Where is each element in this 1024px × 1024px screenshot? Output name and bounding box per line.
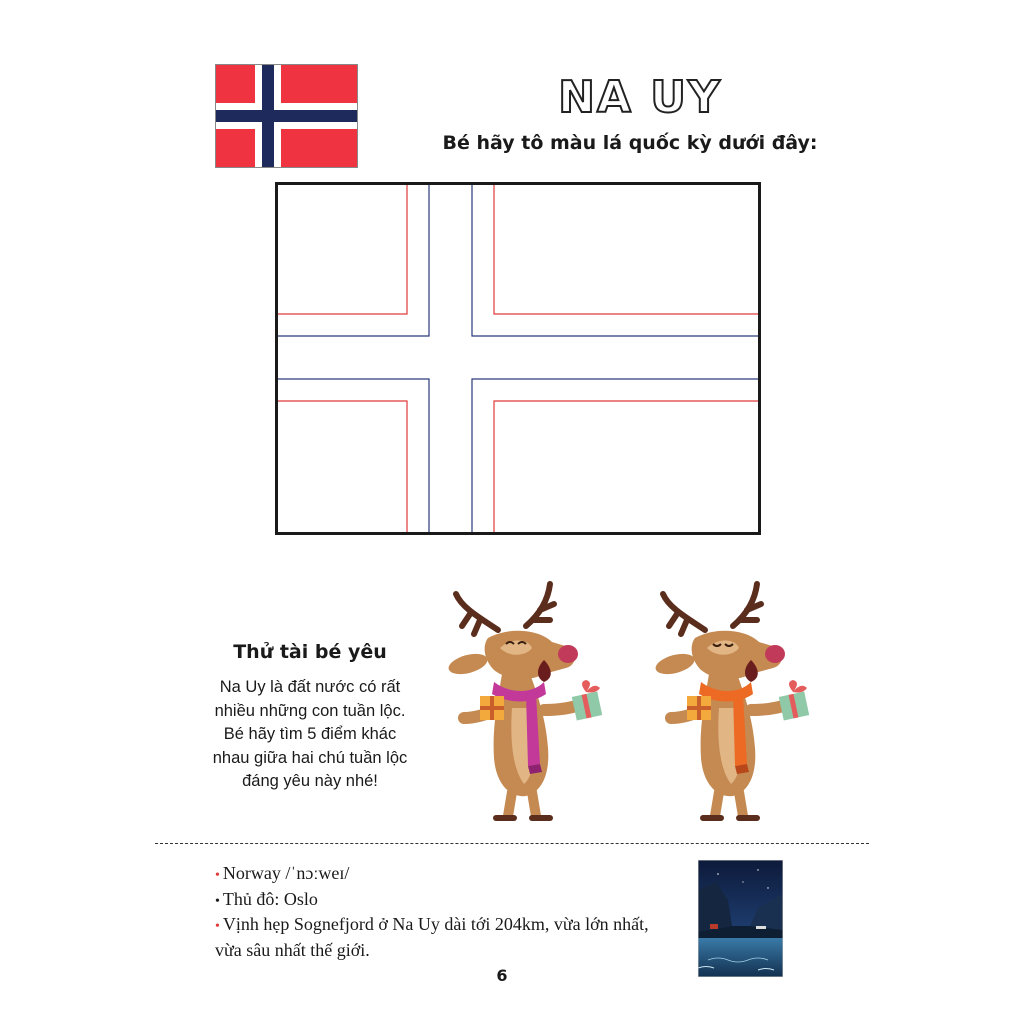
coloring-flag-outline: [275, 182, 761, 535]
challenge-title: Thử tài bé yêu: [233, 641, 387, 663]
bullet-icon: •: [215, 893, 220, 909]
bullet-icon: •: [215, 868, 220, 883]
fact-text: Vịnh hẹp Sognefjord ở Na Uy dài tới 204km, vừa lớn nhất, vừa sâu nhất thế giới.: [215, 914, 649, 960]
reindeer-left-image: [440, 578, 615, 828]
fact-item: [215, 888, 665, 914]
fact-text: Thủ đô: Oslo: [222, 888, 318, 909]
challenge-text: Na Uy là đất nước có rất nhiều những con tuần lộc. Bé hãy tìm 5 điểm khác nhau giữa hai chú tuần lộc đáng yêu này nhé!: [212, 678, 408, 790]
instruction-text: Bé hãy tô màu lá quốc kỳ dưới đây:: [442, 132, 818, 154]
page-number: 6: [496, 966, 508, 985]
facts-list: [215, 862, 665, 962]
fact-item: [215, 862, 665, 888]
page-title: NA UY: [558, 72, 722, 123]
norway-flag-image: [215, 64, 358, 168]
fjord-photo: [698, 860, 783, 977]
bullet-icon: •: [215, 919, 220, 934]
reindeer-right-image: [647, 578, 822, 828]
fact-item: [215, 913, 665, 962]
fact-text: Norway /ˈnɔːweɪ/: [222, 863, 350, 883]
dashed-divider: [155, 843, 869, 844]
